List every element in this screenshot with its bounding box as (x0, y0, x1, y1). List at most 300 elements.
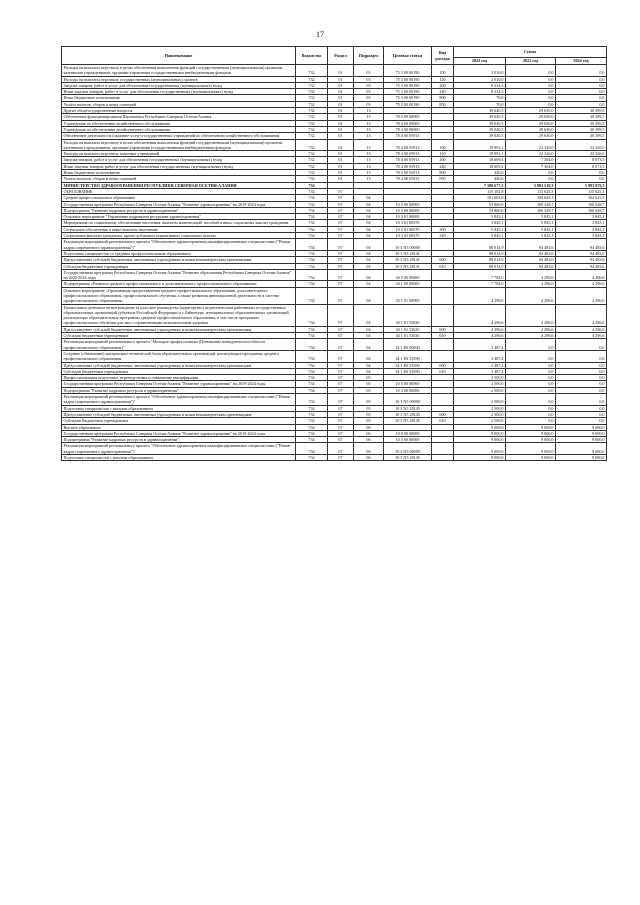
header-name: Наименование (62, 47, 296, 65)
row-subsection: 03 (354, 95, 384, 101)
row-sum-2023: 7 304,0 (506, 163, 556, 169)
row-sum-2023: 5 845,1 (506, 220, 556, 226)
row-subsection: 03 (354, 101, 384, 107)
row-name: Подготовка специалистов с высшим образованием (62, 455, 296, 461)
row-expense-type (432, 269, 454, 281)
row-sum-2023: 5 883 510,3 (506, 182, 556, 188)
row-sum-2022: 9 000,0 (454, 437, 506, 443)
row-sum-2024: 0,0 (556, 368, 607, 374)
row-section: 07 (328, 455, 354, 461)
row-target: 34 1 00 00000 (384, 281, 432, 287)
row-sum-2024: 0,0 (556, 375, 607, 381)
row-ministry: 734 (296, 304, 328, 326)
row-sum-2022: 2 010,0 (454, 76, 506, 82)
row-ministry: 732 (296, 163, 328, 169)
row-target: 78 4 00 05913 (384, 151, 432, 157)
row-target: 78 4 00 05913 (384, 157, 432, 163)
row-subsection: 05 (354, 375, 384, 381)
row-subsection: 04 (354, 368, 384, 374)
row-subsection: 06 (354, 430, 384, 436)
row-sum-2024: 0,0 (556, 405, 607, 411)
row-ministry: 734 (296, 430, 328, 436)
row-name: Реализация мероприятий регионального проекта "Обеспечение здравоохранения квалифицированными специалистами ("Новые кадры современного здравоохранения")" (62, 239, 296, 251)
row-expense-type: 600 (432, 411, 454, 417)
row-sum-2023: 0,0 (506, 339, 556, 351)
row-subsection: 06 (354, 455, 384, 461)
row-ministry: 734 (296, 263, 328, 269)
header-expense-type: Вид расхода (432, 47, 454, 65)
row-subsection: 04 (354, 195, 384, 201)
row-sum-2024: 30 399,5 (556, 133, 607, 139)
row-name: Иные закупки товаров, работ и услуг для обеспечения государственных (муниципальных) нужд (62, 163, 296, 169)
row-subsection: 04 (354, 226, 384, 232)
row-expense-type (432, 443, 454, 455)
row-subsection: 05 (354, 411, 384, 417)
row-section: 01 (328, 95, 354, 101)
row-section: 07 (328, 368, 354, 374)
row-ministry: 734 (296, 362, 328, 368)
row-name: Ежемесячное денежное вознаграждение за классное руководство (кураторство) педагогическим работникам государственных образовательных организаций субъектов Российской Федерации и г. Байконура, муниципальных образовательных организаций, реализующих образовательные программы среднего профессионального образования, в том числе программы профессионального обучения для лиц с ограниченными возможностями здоровья (62, 304, 296, 326)
row-sum-2023: 22 326,0 (506, 151, 556, 157)
row-subsection: 04 (354, 339, 384, 351)
row-sum-2022: 2 500,0 (454, 405, 506, 411)
row-sum-2023: 0,0 (506, 411, 556, 417)
header-subsection: Подраздел (354, 47, 384, 65)
row-section: 07 (328, 418, 354, 424)
row-name: Подготовка специалистов со средним профессиональным образованием (62, 250, 296, 256)
table-row (62, 304, 607, 326)
row-sum-2022: 9 000,0 (454, 443, 506, 455)
row-ministry: 734 (296, 239, 328, 251)
table-row (62, 455, 607, 461)
row-expense-type: 850 (432, 101, 454, 107)
table-row (62, 269, 607, 281)
table-row (62, 443, 607, 455)
row-subsection: 04 (354, 201, 384, 207)
row-target: 75 3 00 00190 (384, 76, 432, 82)
row-expense-type: 120 (432, 76, 454, 82)
table-row (62, 65, 607, 77)
row-sum-2022: 2 500,0 (454, 394, 506, 406)
row-sum-2024: 0,0 (556, 339, 607, 351)
row-subsection: 03 (354, 65, 384, 77)
row-sum-2022: 2 500,0 (454, 375, 506, 381)
header-year-2024: 2024 год (556, 58, 607, 65)
row-target: 78 4 00 00000 (384, 126, 432, 132)
row-target: 78 4 00 05913 (384, 170, 432, 176)
row-sum-2022: 53 860,0 (454, 201, 506, 207)
row-ministry: 732 (296, 139, 328, 151)
row-sum-2022: 39 040,5 (454, 120, 506, 126)
row-expense-type (432, 287, 454, 304)
row-name: Предоставление субсидий бюджетным, автономным учреждениям и иным некоммерческим организациям (62, 411, 296, 417)
row-name: Предоставление субсидий бюджетным, автономным учреждениям и иным некоммерческим организациям (62, 257, 296, 263)
row-subsection: 04 (354, 287, 384, 304)
row-target: 10 3 N5 00000 (384, 239, 432, 251)
header-target: Целевая статья (384, 47, 432, 65)
row-sum-2022: 88 014,9 (454, 250, 506, 256)
row-sum-2022: 18 609,4 (454, 163, 506, 169)
row-name: Другие общегосударственные вопросы (62, 108, 296, 114)
row-section: 01 (328, 170, 354, 176)
row-target: 75 3 00 00190 (384, 89, 432, 95)
row-sum-2023: 29 630,0 (506, 108, 556, 114)
row-name: Субсидии бюджетным учреждениям (62, 418, 296, 424)
row-sum-2024: 4 296,6 (556, 269, 607, 281)
row-sum-2022: 39 040,5 (454, 126, 506, 132)
row-sum-2024: 0,0 (556, 82, 607, 88)
row-name: Создание (обновление) материально-технической базы образовательных организаций, реализующих программы среднего профессионального образования (62, 350, 296, 362)
row-sum-2023: 0,0 (506, 176, 556, 182)
row-subsection: 13 (354, 133, 384, 139)
row-name: ОБРАЗОВАНИЕ (62, 188, 296, 194)
row-section: 01 (328, 108, 354, 114)
row-sum-2023: 0,0 (506, 381, 556, 387)
row-section: 07 (328, 411, 354, 417)
row-section: 07 (328, 207, 354, 213)
row-section: 07 (328, 424, 354, 430)
row-sum-2024: 0,0 (556, 350, 607, 362)
row-expense-type (432, 394, 454, 406)
row-sum-2022: 7 784,0 (454, 281, 506, 287)
row-name: Государственная программа Республики Северная Осетия-Алания "Развитие здравоохранения" на 2019-2024 годы (62, 201, 296, 207)
row-sum-2024: 5 845,1 (556, 220, 607, 226)
row-sum-2024: 0,0 (556, 411, 607, 417)
row-sum-2024: 0,0 (556, 394, 607, 406)
row-ministry: 732 (296, 101, 328, 107)
row-name: Профессиональная подготовка, переподготовка и повышение квалификации (62, 375, 296, 381)
row-sum-2022: 2 500,0 (454, 411, 506, 417)
row-name: Расходы на выплаты персоналу в целях обеспечения выполнения функций государственными (муниципальными) органами, казенными учреждениями, органами управления государственными внебюджетными фондами (62, 65, 296, 77)
row-sum-2023: 4 296,6 (506, 326, 556, 332)
row-target: 75 3 00 00190 (384, 101, 432, 107)
row-target: 34 1 01 53630 (384, 304, 432, 326)
row-sum-2022: 3 487,4 (454, 350, 506, 362)
row-target: 10 3 N5 28145 (384, 411, 432, 417)
row-sum-2024: 104 625,3 (556, 195, 607, 201)
row-subsection: 13 (354, 139, 384, 151)
row-ministry: 732 (296, 151, 328, 157)
row-sum-2023: 9 000,0 (506, 443, 556, 455)
row-expense-type: 600 (432, 362, 454, 368)
row-sum-2024: 30 399,5 (556, 126, 607, 132)
row-name: Подготовка специалистов с высшим образованием (62, 405, 296, 411)
row-target: 34 0 00 00000 (384, 269, 432, 281)
row-name: Среднее профессиональное образование (62, 195, 296, 201)
row-ministry: 734 (296, 394, 328, 406)
row-section: 01 (328, 157, 354, 163)
row-target: 10 3 00 00000 (384, 387, 432, 393)
row-sum-2024: 30 399,5 (556, 108, 607, 114)
row-sum-2024: 4 296,6 (556, 287, 607, 304)
row-sum-2023: 4 296,6 (506, 304, 556, 326)
row-sum-2022: 4 296,6 (454, 326, 506, 332)
row-sum-2024: 5 845,1 (556, 214, 607, 220)
row-sum-2023: 4 296,6 (506, 287, 556, 304)
row-name: Уплата налогов, сборов и иных платежей (62, 176, 296, 182)
row-ministry: 734 (296, 443, 328, 455)
row-ministry: 732 (296, 65, 328, 77)
row-sum-2024: 4 296,6 (556, 281, 607, 287)
row-sum-2024: 0,0 (556, 95, 607, 101)
row-subsection: 03 (354, 89, 384, 95)
row-section: 01 (328, 176, 354, 182)
row-ministry: 732 (296, 108, 328, 114)
row-sum-2024: 22 326,0 (556, 139, 607, 151)
row-sum-2024: 94 483,6 (556, 263, 607, 269)
row-section: 07 (328, 269, 354, 281)
row-target: 10 0 00 00000 (384, 201, 432, 207)
row-sum-2023: 0,0 (506, 76, 556, 82)
row-section: 01 (328, 89, 354, 95)
row-sum-2024: 0,0 (556, 89, 607, 95)
row-sum-2022: 53 860,0 (454, 207, 506, 213)
row-name: Подпрограмма "Развитие кадровых ресурсов в здравоохранении" (62, 437, 296, 443)
row-sum-2023: 5 845,1 (506, 226, 556, 232)
row-name: Предоставление субсидий бюджетным, автономным учреждениям и иным некоммерческим организациям (62, 362, 296, 368)
row-sum-2022: 3 487,4 (454, 339, 506, 351)
row-sum-2023: 9 000,0 (506, 424, 556, 430)
row-expense-type: 800 (432, 170, 454, 176)
row-name: Реализация мероприятий регионального проекта "Молодые профессионалы (Повышение конкурентоспособности профессионального образования)" (62, 339, 296, 351)
row-name: Мероприятия по социальному обеспечению населения, выплаты компенсаций, пособий и иных социальных выплат гражданам (62, 220, 296, 226)
row-sum-2022: 5 845,1 (454, 220, 506, 226)
row-sum-2024: 100 328,7 (556, 207, 607, 213)
row-sum-2024: 0,0 (556, 76, 607, 82)
table-row (62, 139, 607, 151)
row-subsection: 03 (354, 76, 384, 82)
row-target: 34 1 E6 00000 (384, 339, 432, 351)
row-expense-type (432, 304, 454, 326)
row-target: 10 3 N5 28141 (384, 250, 432, 256)
row-name: Социальные выплаты гражданам, кроме публичных нормативных социальных выплат (62, 233, 296, 239)
row-name: Реализация мероприятий регионального проекта "Обеспечение здравоохранения квалифицированными специалистами ("Новые кадры современного здравоохранения")" (62, 394, 296, 406)
row-expense-type: 300 (432, 226, 454, 232)
row-section: 07 (328, 188, 354, 194)
row-sum-2024: 4 296,6 (556, 333, 607, 339)
row-sum-2022: 88 014,9 (454, 263, 506, 269)
row-sum-2024: 0,0 (556, 176, 607, 182)
row-sum-2023: 0,0 (506, 65, 556, 77)
row-sum-2024: 100 328,7 (556, 201, 607, 207)
row-sum-2024: 30 399,5 (556, 120, 607, 126)
row-target: 78 4 00 05913 (384, 163, 432, 169)
row-name: Государственная программа Республики Северная Осетия-Алания "Развитие здравоохранения" на 2019-2024 годы (62, 381, 296, 387)
row-name: Высшее образование (62, 424, 296, 430)
header-ministry: Ведомство (296, 47, 328, 65)
row-section: 07 (328, 405, 354, 411)
row-ministry: 734 (296, 333, 328, 339)
row-section: 07 (328, 326, 354, 332)
row-sum-2022: 8 334,3 (454, 89, 506, 95)
row-ministry: 734 (296, 188, 328, 194)
row-expense-type: 600 (432, 326, 454, 332)
row-expense-type (432, 455, 454, 461)
row-subsection: 05 (354, 387, 384, 393)
row-subsection: 04 (354, 304, 384, 326)
row-section: 07 (328, 443, 354, 455)
row-target: 10 3 N5 28141 (384, 263, 432, 269)
row-name: Обеспечение функционирования Парламента Республики Северная Осетия-Алания (62, 114, 296, 120)
header-section: Раздел (328, 47, 354, 65)
row-sum-2022: 2 500,0 (454, 381, 506, 387)
row-sum-2022: 5 845,1 (454, 214, 506, 220)
row-target: 78 0 00 00000 (384, 114, 432, 120)
row-target: 10 3 00 00000 (384, 207, 432, 213)
row-section: 07 (328, 394, 354, 406)
row-sum-2022: 39 040,5 (454, 108, 506, 114)
row-section: 07 (328, 381, 354, 387)
row-ministry: 734 (296, 207, 328, 213)
row-expense-type: 240 (432, 163, 454, 169)
row-ministry: 734 (296, 281, 328, 287)
row-sum-2024: 0,0 (556, 65, 607, 77)
row-section: 07 (328, 201, 354, 207)
row-target: 10 3 01 00570 (384, 220, 432, 226)
row-section: 07 (328, 304, 354, 326)
row-ministry: 734 (296, 437, 328, 443)
row-sum-2023: 94 483,6 (506, 257, 556, 263)
row-section: 07 (328, 362, 354, 368)
row-subsection: 04 (354, 257, 384, 263)
row-expense-type: 200 (432, 82, 454, 88)
row-subsection: 04 (354, 207, 384, 213)
row-sum-2023: 0,0 (506, 375, 556, 381)
row-ministry: 732 (296, 126, 328, 132)
row-sum-2024: 9 000,0 (556, 455, 607, 461)
row-section: 07 (328, 437, 354, 443)
row-sum-2024: 0,0 (556, 101, 607, 107)
row-target: 78 4 00 05913 (384, 176, 432, 182)
row-section: 01 (328, 120, 354, 126)
row-section: 07 (328, 257, 354, 263)
row-ministry: 732 (296, 170, 328, 176)
row-section: 07 (328, 220, 354, 226)
row-expense-type: 100 (432, 65, 454, 77)
row-section: 01 (328, 126, 354, 132)
row-sum-2023: 94 483,6 (506, 250, 556, 256)
row-name: Подпрограмма "Развитие кадровых ресурсов в здравоохранении" (62, 387, 296, 393)
row-sum-2024: 5 893 976,3 (556, 182, 607, 188)
row-ministry: 734 (296, 455, 328, 461)
row-subsection: 04 (354, 269, 384, 281)
row-expense-type (432, 350, 454, 362)
row-sum-2023: 0,0 (506, 101, 556, 107)
row-subsection: 04 (354, 281, 384, 287)
row-sum-2023: 22 326,0 (506, 139, 556, 151)
table-row (62, 339, 607, 351)
row-sum-2022: 9 000,0 (454, 455, 506, 461)
header-year-2022: 2022 год (454, 58, 506, 65)
row-sum-2022: 2 010,0 (454, 65, 506, 77)
row-ministry: 734 (296, 350, 328, 362)
row-sum-2023: 104 625,3 (506, 195, 556, 201)
row-target: 34 1 01 53630 (384, 326, 432, 332)
row-sum-2023: 0,0 (506, 89, 556, 95)
row-section: 07 (328, 263, 354, 269)
row-name: Закупка товаров, работ и услуг для обеспечения государственных (муниципальных) нужд (62, 157, 296, 163)
row-section: 01 (328, 65, 354, 77)
row-name: Государственная программа Республики Северная Осетия-Алания "Развитие образования Республики Северная Осетия-Алания" на 2020-2024 годы (62, 269, 296, 281)
row-name: Расходы на выплаты персоналу казенных учреждений (62, 151, 296, 157)
row-ministry: 734 (296, 375, 328, 381)
row-subsection: 13 (354, 108, 384, 114)
row-sum-2023: 4 296,6 (506, 269, 556, 281)
row-target: 10 3 N5 00000 (384, 394, 432, 406)
row-expense-type: 610 (432, 418, 454, 424)
row-ministry: 732 (296, 114, 328, 120)
row-ministry: 732 (296, 82, 328, 88)
row-expense-type: 320 (432, 233, 454, 239)
row-sum-2022: 115 102,8 (454, 188, 506, 194)
row-ministry: 734 (296, 339, 328, 351)
row-name: Расходы на выплаты персоналу государственных (муниципальных) органов (62, 76, 296, 82)
row-name: Государственная программа Республики Северная Осетия-Алания "Развитие здравоохранения" на 2019-2024 годы (62, 430, 296, 436)
row-subsection: 04 (354, 233, 384, 239)
row-sum-2024: 9 000,0 (556, 430, 607, 436)
row-section: 07 (328, 281, 354, 287)
row-expense-type: 100 (432, 139, 454, 151)
row-sum-2022: 88 014,9 (454, 239, 506, 251)
row-sum-2024: 4 296,6 (556, 326, 607, 332)
row-target: 78 4 00 05913 (384, 133, 432, 139)
row-sum-2023: 0,0 (506, 82, 556, 88)
table-row (62, 350, 607, 362)
row-sum-2024: 0,0 (556, 418, 607, 424)
row-name: Уплата налогов, сборов и иных платежей (62, 101, 296, 107)
row-subsection: 06 (354, 424, 384, 430)
row-sum-2022: 88 014,9 (454, 257, 506, 263)
row-section: 07 (328, 226, 354, 232)
row-sum-2022: 5 845,1 (454, 233, 506, 239)
row-name: Субсидии бюджетным учреждениям (62, 333, 296, 339)
row-sum-2023: 7 304,0 (506, 157, 556, 163)
row-expense-type: 610 (432, 263, 454, 269)
row-ministry: 734 (296, 387, 328, 393)
row-sum-2022: 39 040,5 (454, 133, 506, 139)
row-target: 10 3 N5 28141 (384, 257, 432, 263)
row-sum-2023: 94 483,6 (506, 263, 556, 269)
row-section: 01 (328, 139, 354, 151)
row-ministry: 732 (296, 95, 328, 101)
row-sum-2022: 4 296,6 (454, 287, 506, 304)
row-sum-2023: 9 000,0 (506, 437, 556, 443)
row-target: 10 3 01 00570 (384, 226, 432, 232)
row-target: 34 1 E6 53590 (384, 362, 432, 368)
row-subsection: 13 (354, 176, 384, 182)
row-sum-2024: 8 073,5 (556, 163, 607, 169)
row-target: 78 4 00 05913 (384, 139, 432, 151)
row-ministry: 734 (296, 220, 328, 226)
row-subsection: 04 (354, 333, 384, 339)
row-sum-2023: 0,0 (506, 394, 556, 406)
row-expense-type: 240 (432, 89, 454, 95)
table-row (62, 287, 607, 304)
row-subsection: 13 (354, 163, 384, 169)
row-target: 10 3 N5 00000 (384, 443, 432, 455)
row-ministry: 734 (296, 269, 328, 281)
row-name: Расходы на выплаты персоналу в целях обеспечения выполнения функций государственными (муниципальными) органами, казенными учреждениями, органами управления государственными внебюджетными фондами (62, 139, 296, 151)
row-subsection: 05 (354, 405, 384, 411)
row-name: Основное мероприятие «Организация предоставления среднего профессионального образования, дополнительного профессионального образования, профессионального обучения, а также развития инновационной деятельности в системе профессионального образования» (62, 287, 296, 304)
row-section: 07 (328, 195, 354, 201)
row-section: 07 (328, 250, 354, 256)
row-sum-2024: 22 326,0 (556, 151, 607, 157)
row-name: Подпрограмма "Развитие кадровых ресурсов в здравоохранении" (62, 207, 296, 213)
row-sum-2022: 2 500,0 (454, 387, 506, 393)
row-sum-2023: 100 328,7 (506, 207, 556, 213)
row-sum-2023: 29 630,0 (506, 133, 556, 139)
